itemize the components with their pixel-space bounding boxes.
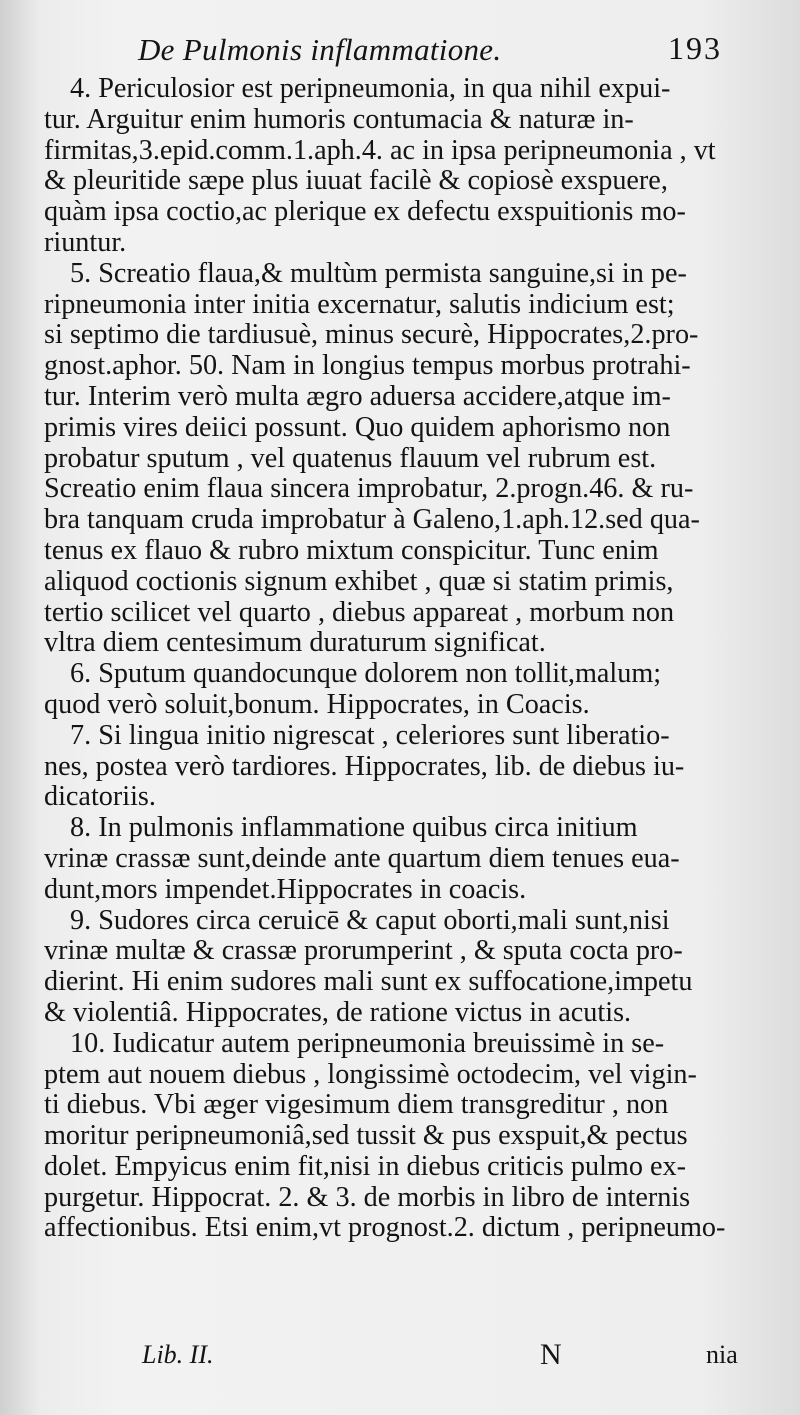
text-line: bra tanquam cruda improbatur à Galeno,1.aph.12.sed qua- [44, 504, 700, 536]
page-header [0, 28, 800, 72]
text-line: dierint. Hi enim sudores mali sunt ex suffocatione,impetu [44, 966, 693, 998]
text-line: quàm ipsa coctio,ac plerique ex defectu exspuitionis mo- [44, 196, 686, 228]
text-line: probatur sputum , vel quatenus flauum vel rubrum est. [44, 442, 657, 474]
text-line: & pleuritide sæpe plus iuuat facilè & copiosè exspuere, [44, 165, 668, 197]
text-line: 4. Periculosior est peripneumonia, in qua nihil expui- [70, 73, 671, 104]
text-line: 10. Iudicatur autem peripneumonia breuissimè in se- [70, 1027, 665, 1059]
text-line: 9. Sudores circa ceruicē & caput oborti,mali sunt,nisi [70, 904, 670, 936]
text-line: tur. Arguitur enim humoris contumacia & naturæ in- [44, 103, 634, 135]
text-line: quod verò soluit,bonum. Hippocrates, in Coacis. [44, 688, 590, 720]
text-line: 7. Si lingua initio nigrescat , celeriores sunt liberatio- [70, 719, 670, 751]
text-line: ti diebus. Vbi æger vigesimum diem transgreditur , non [44, 1089, 669, 1121]
text-line: gnost.aphor. 50. Nam in longius tempus morbus protrahi- [44, 350, 691, 382]
text-line: moritur peripneumoniâ,sed tussit & pus exspuit,& pectus [44, 1120, 688, 1152]
text-line: vltra diem centesimum duraturum significat. [44, 627, 546, 659]
text-line: vrinæ crassæ sunt,deinde ante quartum diem tenues eua- [44, 842, 680, 874]
catchword: nia [706, 1340, 738, 1369]
text-line: dolet. Empyicus enim fit,nisi in diebus criticis pulmo ex- [44, 1150, 686, 1182]
text-line: vrinæ multæ & crassæ prorumperint , & sputa cocta pro- [44, 935, 683, 967]
text-line: primis vires deiici possunt. Quo quidem aphorismo non [44, 411, 671, 443]
body-text [44, 74, 762, 1244]
text-line: dicatoriis. [44, 781, 156, 813]
text-line: aliquod coctionis signum exhibet , quæ si statim primis, [44, 565, 674, 597]
book-signature: Lib. II. [142, 1340, 214, 1369]
text-line: tertio scilicet vel quarto , diebus appareat , morbum non [44, 596, 675, 628]
running-head: De Pulmonis inflammatione. [138, 32, 502, 67]
text-line: & violentiâ. Hippocrates, de ratione victus in acutis. [44, 996, 632, 1028]
text-line: si septimo die tardiusuè, minus securè, Hippocrates,2.pro- [44, 319, 699, 351]
text-line: 5. Screatio flaua,& multùm permista sanguine,si in pe- [70, 257, 687, 289]
signature-mark: N [540, 1338, 562, 1371]
text-line: dunt,mors impendet.Hippocrates in coacis. [44, 873, 527, 905]
text-line: firmitas,3.epid.comm.1.aph.4. ac in ipsa peripneumonia , vt [44, 134, 716, 166]
text-line: purgetur. Hippocrat. 2. & 3. de morbis in libro de internis [44, 1181, 691, 1213]
text-line: riuntur. [44, 226, 127, 258]
text-line: affectionibus. Etsi enim,vt prognost.2. dictum , peripneumo- [44, 1212, 726, 1244]
text-line: 6. Sputum quandocunque dolorem non tollit,malum; [70, 658, 662, 690]
text-line: nes, postea verò tardiores. Hippocrates, lib. de diebus iu- [44, 750, 685, 782]
text-line: ripneumonia inter initia excernatur, salutis indicium est; [44, 288, 675, 320]
text-line: tur. Interim verò multa ægro aduersa accidere,atque im- [44, 380, 671, 412]
page-footer [0, 1340, 800, 1380]
text-line: ptem aut nouem diebus , longissimè octodecim, vel vigin- [44, 1058, 697, 1090]
text-line: 8. In pulmonis inflammatione quibus circa initium [70, 812, 638, 844]
page-number: 193 [668, 30, 722, 66]
text-line: tenus ex flauo & rubro mixtum conspicitur. Tunc enim [44, 534, 659, 566]
text-line: Screatio enim flaua sincera improbatur, 2.progn.46. & ru- [44, 473, 694, 505]
